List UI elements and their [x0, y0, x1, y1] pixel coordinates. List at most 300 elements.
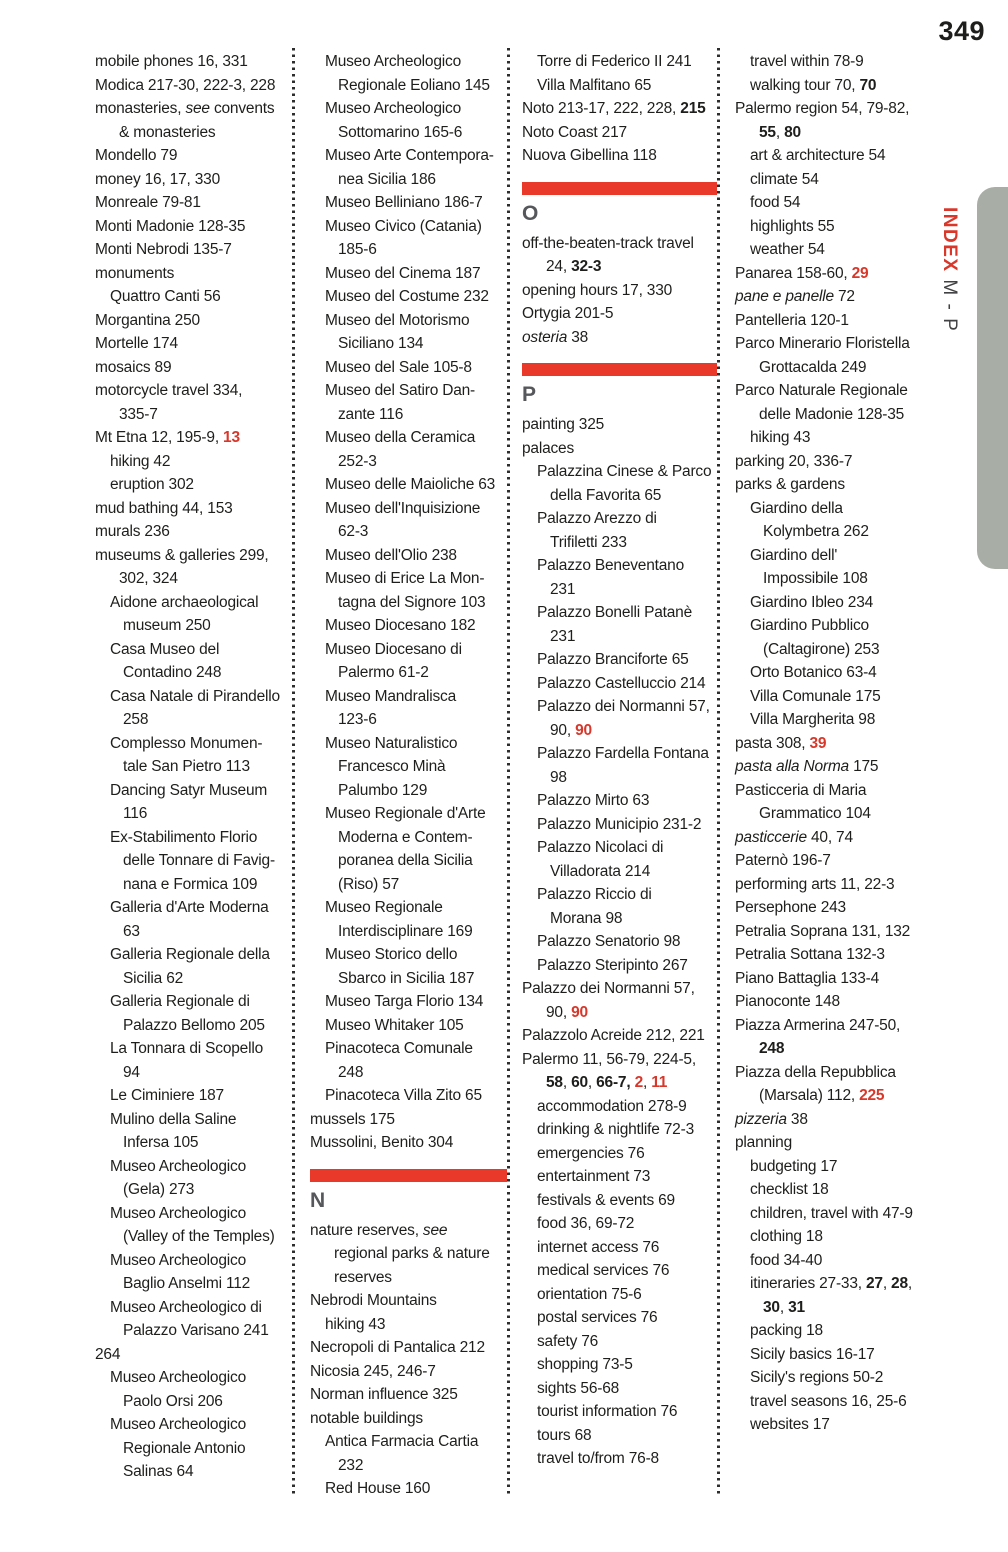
index-entry — [310, 567, 507, 614]
index-entry — [522, 1259, 717, 1283]
index-entry — [310, 544, 507, 568]
index-entry-line: Palazzo Varisano 241 — [123, 1322, 269, 1339]
index-entry-line: 302, 324 — [119, 570, 178, 587]
index-entry-line: Palazzo dei Normanni 57, — [522, 980, 695, 997]
index-entry-line: Morgantina 250 — [95, 311, 200, 329]
index-entry-line: Museo Belliniano 186-7 — [325, 194, 483, 211]
index-entry-line: Torre di Federico II 241 — [537, 53, 692, 70]
index-entry-line: parks & gardens — [735, 476, 845, 493]
index-entry — [310, 473, 507, 497]
index-entry — [522, 1306, 717, 1330]
index-entry-line: Dancing Satyr Museum — [110, 781, 268, 799]
index-entry-line: Impossibile 108 — [763, 570, 868, 587]
index-entry-line: Museo Naturalistico — [325, 734, 458, 752]
index-entry-line: Morana 98 — [550, 909, 623, 927]
index-entry-line: Pinacoteca Comunale — [325, 1040, 473, 1057]
index-entry-line: safety 76 — [537, 1332, 599, 1350]
index-entry — [522, 74, 717, 98]
index-entry — [522, 97, 717, 121]
index-entry — [310, 356, 507, 380]
index-entry-line: Palazzo Castelluccio 214 — [537, 674, 706, 692]
section-divider-bar — [522, 363, 717, 376]
index-entry-line: Museo delle Maioliche 63 — [325, 476, 496, 493]
index-entry — [95, 1249, 293, 1296]
index-entry-line: 231 — [550, 580, 576, 598]
index-entry — [735, 1155, 935, 1179]
section-letter: N — [310, 1188, 325, 1212]
index-entry-line: Infersa 105 — [123, 1134, 199, 1151]
index-entry-line: travel to/from 76-8 — [537, 1450, 659, 1467]
index-entry — [95, 1296, 293, 1343]
index-entry — [735, 238, 935, 262]
index-entry-line: 252-3 — [338, 452, 377, 470]
index-entry-line: monuments — [95, 264, 175, 282]
index-entry — [95, 309, 293, 333]
index-entry-line: entertainment 73 — [537, 1168, 651, 1185]
index-entry — [522, 1377, 717, 1401]
index-entry-line: 248 — [759, 1040, 785, 1057]
section-p — [522, 363, 717, 407]
index-entry-line: palaces — [522, 439, 575, 457]
index-entry — [310, 896, 507, 943]
index-entry — [522, 279, 717, 303]
index-entry — [95, 497, 293, 521]
index-entry — [95, 638, 293, 685]
index-entry-line: accommodation 278-9 — [537, 1097, 687, 1115]
index-entry-line: postal services 76 — [537, 1309, 658, 1326]
index-entry-line: Monreale 79-81 — [95, 194, 201, 211]
index-entry — [735, 50, 935, 74]
index-entry-line: Noto 213-17, 222, 228, 215 — [522, 100, 706, 117]
index-entry-line: opening hours 17, 330 — [522, 281, 673, 299]
index-entry — [310, 285, 507, 309]
index-entry-line: Museo dell'Inquisizione — [325, 499, 481, 517]
index-entry-line: money 16, 17, 330 — [95, 170, 220, 188]
index-entry-line: painting 325 — [522, 416, 605, 433]
index-entry-line: Museo della Ceramica — [325, 429, 476, 446]
index-entry-line: Mortelle 174 — [95, 335, 178, 352]
index-entry-line: off-the-beaten-track travel — [522, 234, 694, 252]
index-entry — [95, 262, 293, 286]
index-entry-line: (Gela) 273 — [123, 1181, 195, 1198]
index-entry-line: Museo del Satiro Dan- — [325, 382, 476, 399]
index-entry-line: clothing 18 — [750, 1228, 823, 1245]
index-entry — [522, 1024, 717, 1048]
index-entry — [310, 638, 507, 685]
index-entry — [95, 356, 293, 380]
index-entry-line: Nicosia 245, 246-7 — [310, 1362, 436, 1380]
index-entry-line: Museo Diocesano di — [325, 640, 462, 658]
index-side-label-range: M - P — [939, 279, 960, 333]
index-entry-line: Museo Archeologico — [110, 1251, 246, 1269]
index-entry — [735, 544, 935, 591]
index-entry-line: Paternò 196-7 — [735, 852, 831, 869]
index-entry-line: tourist information 76 — [537, 1403, 678, 1420]
index-entry-line: Ortygia 201-5 — [522, 305, 614, 322]
index-entry-line: Villa Comunale 175 — [750, 687, 881, 705]
index-entry-line: Kolymbetra 262 — [763, 523, 869, 540]
index-entry-line: 55, 80 — [759, 123, 801, 141]
index-entry — [95, 332, 293, 356]
index-entry — [522, 1165, 717, 1189]
index-entry — [735, 191, 935, 215]
index-entry-line: Museo Archeologico — [325, 100, 461, 117]
index-entry — [95, 191, 293, 215]
index-entry — [522, 1424, 717, 1448]
index-entry-line: (Marsala) 112, 225 — [759, 1087, 885, 1104]
index-entry-line: Palazzo Riccio di — [537, 886, 652, 903]
index-entry — [522, 883, 717, 930]
index-entry — [310, 50, 507, 97]
section-letter: O — [522, 201, 539, 225]
index-entry-line: mud bathing 44, 153 — [95, 499, 233, 517]
index-entry-line: Palazzolo Acreide 212, 221 — [522, 1027, 705, 1044]
index-entry — [522, 1118, 717, 1142]
index-entry-line: Siciliano 134 — [338, 335, 424, 352]
index-entry-line: Palazzina Cinese & Parco — [537, 463, 712, 480]
index-entry-line: Quattro Canti 56 — [110, 288, 221, 305]
index-entry-line: Museo Archeologico — [325, 53, 461, 70]
index-entry-line: Monti Nebrodi 135-7 — [95, 241, 232, 258]
index-entry-line: Palazzo dei Normanni 57, — [537, 698, 710, 715]
index-entry — [735, 1319, 935, 1343]
index-entry — [522, 121, 717, 145]
index-entry-line: tours 68 — [537, 1426, 592, 1444]
index-entry-line: Paolo Orsi 206 — [123, 1392, 223, 1410]
index-entry-line: Sbarco in Sicilia 187 — [338, 969, 475, 987]
index-entry — [522, 437, 717, 461]
index-entry — [522, 1236, 717, 1260]
index-entry — [95, 50, 293, 74]
index-entry-line: 90, 90 — [546, 1003, 588, 1021]
index-entry — [95, 896, 293, 943]
index-entry-line: food 34-40 — [750, 1251, 823, 1269]
index-entry — [735, 168, 935, 192]
index-entry-line: Museo Arte Contempora- — [325, 147, 494, 164]
index-entry — [735, 873, 935, 897]
index-entry — [95, 685, 293, 732]
section-letter: P — [522, 383, 536, 406]
index-entry-line: & monasteries — [119, 123, 216, 141]
index-entry-line: Museo del Costume 232 — [325, 288, 489, 305]
index-entry — [522, 1447, 717, 1471]
index-entry-line: nature reserves, see — [310, 1221, 448, 1239]
index-entry-line: Giardino della — [750, 499, 843, 517]
index-entry — [310, 1037, 507, 1084]
index-entry — [735, 943, 935, 967]
index-entry — [95, 1108, 293, 1155]
index-entry-line: Palazzo Branciforte 65 — [537, 651, 689, 668]
section-n — [310, 1169, 507, 1213]
index-entry-line: Salinas 64 — [123, 1463, 194, 1480]
index-entry — [735, 990, 935, 1014]
index-entry-line: Baglio Anselmi 112 — [123, 1275, 251, 1292]
index-entry — [522, 601, 717, 648]
index-entry — [95, 1037, 293, 1084]
index-entry — [522, 1400, 717, 1424]
index-entry — [522, 302, 717, 326]
index-entry-line: Sicilia 62 — [123, 969, 184, 987]
index-entry-line: Giardino dell' — [750, 546, 838, 564]
index-entry-line: murals 236 — [95, 523, 170, 540]
index-entry — [522, 742, 717, 789]
index-entry — [95, 1084, 293, 1108]
index-entry — [735, 1390, 935, 1414]
index-entry — [310, 685, 507, 732]
index-entry-line: Museo del Motorismo — [325, 311, 470, 329]
index-entry — [735, 849, 935, 873]
index-entry — [310, 215, 507, 262]
index-entry — [95, 168, 293, 192]
index-entry-line: Museo Archeologico — [110, 1157, 246, 1175]
index-entry — [95, 215, 293, 239]
column-divider — [717, 48, 720, 1496]
index-entry — [310, 1131, 507, 1155]
index-entry — [522, 695, 717, 742]
index-entry-line: Petralia Sottana 132-3 — [735, 946, 885, 963]
index-entry-line: Villadorata 214 — [550, 862, 651, 880]
index-entry-line: Museo Archeologico — [110, 1204, 246, 1222]
index-entry — [95, 379, 293, 426]
index-entry-line: Palermo region 54, 79-82, — [735, 100, 910, 117]
index-entry — [95, 544, 293, 591]
index-entry-line: mosaics 89 — [95, 358, 172, 376]
index-entry — [735, 450, 935, 474]
index-entry-line: regional parks & nature — [334, 1245, 490, 1262]
index-entry-line: Museo Mandralisca — [325, 687, 456, 705]
index-entry-line: 232 — [338, 1456, 364, 1474]
index-entry — [735, 497, 935, 544]
index-entry — [735, 473, 935, 497]
index-entry-line: Aidone archaeological — [110, 593, 259, 611]
index-entry-line: 90, 90 — [550, 721, 592, 739]
index-entry — [735, 1249, 935, 1273]
index-entry — [735, 1272, 935, 1319]
index-entry — [522, 789, 717, 813]
index-entry — [310, 309, 507, 356]
index-entry-line: Moderna e Contem- — [338, 828, 473, 846]
index-entry — [522, 413, 717, 437]
index-entry — [310, 1430, 507, 1477]
index-entry-line: parking 20, 336-7 — [735, 452, 853, 470]
index-entry — [310, 732, 507, 803]
column-divider — [507, 48, 510, 1496]
index-entry-line: Galleria Regionale della — [110, 946, 270, 963]
index-entry — [310, 1014, 507, 1038]
index-entry — [522, 672, 717, 696]
index-entry — [95, 826, 293, 897]
index-entry-line: 24, 32-3 — [546, 258, 602, 275]
index-entry-line: 258 — [123, 711, 149, 728]
index-entry-line: delle Madonie 128-35 — [759, 405, 905, 423]
index-entry — [95, 1202, 293, 1249]
index-entry-line: Museo Civico (Catania) — [325, 217, 482, 235]
index-entry-line: Petralia Soprana 131, 132 — [735, 922, 911, 940]
index-entry-line: nea Sicilia 186 — [338, 170, 436, 188]
index-entry-line: travel within 78-9 — [750, 53, 864, 70]
index-entry — [735, 97, 935, 144]
index-entry-line: Noto Coast 217 — [522, 123, 627, 141]
index-entry — [310, 191, 507, 215]
index-entry-line: 231 — [550, 627, 576, 645]
index-entry — [735, 1413, 935, 1437]
index-entry-line: highlights 55 — [750, 217, 835, 235]
index-entry — [522, 1095, 717, 1119]
index-entry — [95, 1155, 293, 1202]
index-entry — [522, 648, 717, 672]
index-entry-line: zante 116 — [338, 405, 404, 423]
index-entry — [735, 1343, 935, 1367]
index-entry — [735, 379, 935, 426]
index-entry-line: Sicily's regions 50-2 — [750, 1369, 884, 1386]
index-entry — [522, 1048, 717, 1095]
index-entry-line: checklist 18 — [750, 1181, 829, 1198]
index-entry-line: Museo Archeologico di — [110, 1298, 262, 1316]
index-entry — [310, 1084, 507, 1108]
index-entry — [735, 614, 935, 661]
index-entry — [522, 1212, 717, 1236]
index-entry-line: Parco Minerario Floristella — [735, 335, 910, 352]
index-entry-line: Museo Targa Florio 134 — [325, 993, 484, 1010]
index-entry-line: 98 — [550, 768, 567, 786]
section-divider-bar — [310, 1169, 507, 1182]
index-entry-line: Palazzo Steripinto 267 — [537, 956, 688, 974]
index-entry-line: budgeting 17 — [750, 1157, 838, 1175]
index-entry — [735, 1225, 935, 1249]
index-entry — [95, 1343, 293, 1367]
index-entry — [735, 1202, 935, 1226]
index-entry-line: Mussolini, Benito 304 — [310, 1134, 454, 1151]
index-entry-line: Villa Margherita 98 — [750, 711, 876, 728]
index-entry-line: packing 18 — [750, 1322, 823, 1339]
index-entry-line: Regionale Antonio — [123, 1439, 246, 1457]
index-entry-line: nana e Formica 109 — [123, 875, 258, 893]
index-entry-line: Nebrodi Mountains — [310, 1292, 437, 1309]
index-entry-line: Palazzo Fardella Fontana — [537, 745, 709, 762]
index-side-tab — [977, 187, 1008, 569]
index-entry — [735, 144, 935, 168]
index-entry — [735, 1131, 935, 1155]
index-entry-line: Giardino Ibleo 234 — [750, 593, 874, 611]
index-entry-line: hiking 42 — [110, 452, 171, 470]
index-entry — [735, 896, 935, 920]
index-entry-line: poranea della Sicilia — [338, 852, 473, 869]
index-entry — [310, 97, 507, 144]
index-entry-line: Sottomarino 165-6 — [338, 123, 463, 141]
index-entry-line: Contadino 248 — [123, 664, 222, 681]
index-entry — [735, 1061, 935, 1108]
index-entry-line: Ex-Stabilimento Florio — [110, 828, 258, 846]
index-entry — [735, 920, 935, 944]
index-entry-line: Palazzo Beneventano — [537, 557, 685, 574]
index-entry-line: Museo del Sale 105-8 — [325, 358, 472, 376]
section-divider-bar — [522, 182, 717, 195]
index-entry — [310, 1313, 507, 1337]
index-entry-line: Museo del Cinema 187 — [325, 264, 481, 282]
index-entry-line: pasta alla Norma 175 — [735, 758, 879, 775]
index-entry-line: Mt Etna 12, 195-9, 13 — [95, 429, 240, 446]
index-entry — [95, 732, 293, 779]
index-entry — [95, 591, 293, 638]
index-entry-line: Modica 217-30, 222-3, 228 — [95, 76, 276, 94]
index-column-2 — [310, 50, 507, 1501]
index-entry-line: Red House 160 — [325, 1480, 431, 1497]
index-entry — [522, 144, 717, 168]
index-entry-line: della Favorita 65 — [550, 486, 662, 504]
index-entry-line: Norman influence 325 — [310, 1386, 458, 1403]
index-entry-line: Galleria d'Arte Moderna — [110, 899, 269, 916]
index-entry-line: Trifiletti 233 — [550, 533, 627, 551]
index-entry-line: Le Ciminiere 187 — [110, 1087, 224, 1104]
index-entry-line: Museo Whitaker 105 — [325, 1016, 464, 1034]
index-entry — [735, 309, 935, 333]
index-entry — [310, 943, 507, 990]
index-entry — [735, 685, 935, 709]
index-entry — [310, 1360, 507, 1384]
index-column-1 — [95, 50, 293, 1484]
index-entry-line: itineraries 27-33, 27, 28, — [750, 1275, 912, 1292]
index-entry — [522, 507, 717, 554]
index-entry-line: Palazzo Bonelli Patanè — [537, 604, 693, 621]
index-entry — [95, 144, 293, 168]
index-entry — [522, 232, 717, 279]
index-entry-line: performing arts 11, 22-3 — [735, 875, 895, 893]
index-entry-line: motorcycle travel 334, — [95, 382, 243, 399]
index-entry-line: Museo Archeologico — [110, 1369, 246, 1386]
index-entry-line: Nuova Gibellina 118 — [522, 147, 657, 164]
section-o — [522, 182, 717, 226]
index-entry-line: sights 56-68 — [537, 1379, 620, 1397]
index-entry-line: food 36, 69-72 — [537, 1215, 635, 1232]
index-entry-line: Palazzo Nicolaci di — [537, 839, 664, 856]
index-entry-line: Regionale Eoliano 145 — [338, 76, 490, 94]
index-entry — [735, 215, 935, 239]
index-entry — [95, 97, 293, 144]
index-entry-line: hiking 43 — [325, 1315, 386, 1333]
index-entry — [522, 1353, 717, 1377]
index-entry — [95, 520, 293, 544]
index-entry-line: art & architecture 54 — [750, 147, 886, 164]
index-entry — [310, 1383, 507, 1407]
index-entry-line: 123-6 — [338, 711, 377, 728]
index-entry-line: Museo Archeologico — [110, 1416, 246, 1433]
index-entry-line: Palazzo Senatorio 98 — [537, 933, 681, 950]
index-entry-line: 30, 31 — [763, 1298, 805, 1316]
index-entry — [522, 460, 717, 507]
index-entry — [735, 1014, 935, 1061]
index-entry-line: climate 54 — [750, 170, 819, 188]
index-entry — [522, 977, 717, 1024]
index-entry-line: Piazza della Repubblica — [735, 1063, 896, 1081]
index-entry — [522, 554, 717, 601]
index-entry — [522, 1283, 717, 1307]
index-entry — [95, 426, 293, 450]
index-entry — [522, 326, 717, 350]
index-entry — [310, 144, 507, 191]
index-entry-line: Piano Battaglia 133-4 — [735, 969, 880, 987]
index-entry-line: Panarea 158-60, 29 — [735, 264, 869, 282]
index-entry-line: notable buildings — [310, 1409, 423, 1427]
index-entry-line: Museo Regionale — [325, 899, 443, 916]
index-entry — [522, 930, 717, 954]
index-entry — [735, 591, 935, 615]
index-entry-line: pasta 308, 39 — [735, 734, 827, 752]
index-entry — [522, 1189, 717, 1213]
index-entry-line: 94 — [123, 1063, 140, 1081]
index-side-label-index: INDEX — [939, 207, 960, 273]
index-entry — [735, 332, 935, 379]
index-entry-line: Palumbo 129 — [338, 781, 428, 799]
